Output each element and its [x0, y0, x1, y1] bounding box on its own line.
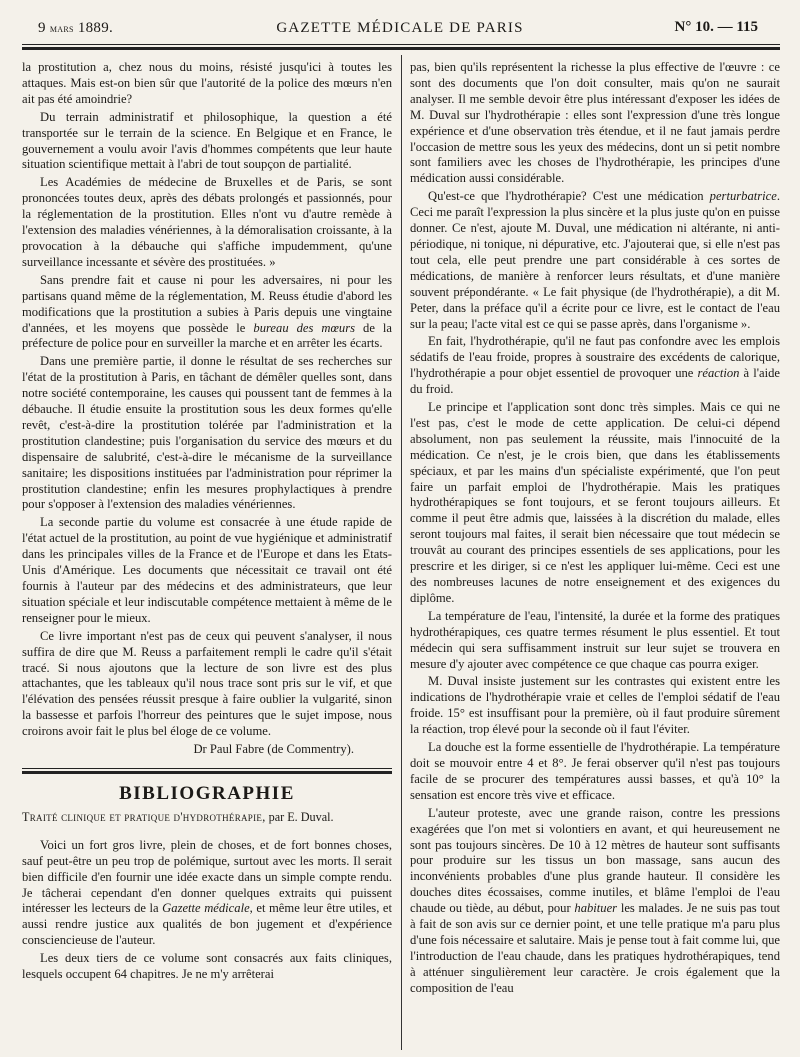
- italic-term: habituer: [574, 901, 618, 916]
- paragraph: La température de l'eau, l'intensité, la durée et la forme des pratiques hydrothérapiques, ces quatre termes résument le plus essentiel. Et tout médecin qui sera suffisamment instruit sur leur sujet se trouvera en mesure d'y ajouter avec compétence ce que chaque cas pourra exiger.: [410, 608, 780, 671]
- paragraph: Dans une première partie, il donne le résultat de ses recherches sur l'état de la prostitution à Paris, en tâchant de démêler quelles sont, dans notre société contemporaine, les causes qui poussent tant de femmes à la débauche. Il étudie ensuite la prostitution sous les deux formes qu'elle revêt, c'est-à-dire la prostitution tolérée par l'administration et la prostitution clandestine; puis l'organisation du service des mœurs et du dispensaire de salubrité, c'est-à-dire le mécanisme de la surveillance sanitaire; les dispositions instituées par l'administration pour réprimer la prostitution clandestine; enfin les mesures prophylactiques à prendre pour s'opposer à l'extension des maladies vénériennes.: [22, 354, 392, 512]
- italic-term: perturbatrice: [709, 189, 777, 204]
- date-year: 1889.: [77, 20, 114, 36]
- left-column: [22, 60, 392, 985]
- paragraph: L'auteur proteste, avec une grande raison, contre les pressions exagérées que l'on met si volontiers en avant, et qui heureusement ne sont pas toujours sincères. De 10 à 12 mètres de hauteur sont suffisants pour produire sur les tissus un bon massage, sans aucun des inconvénients probables d'une plus grande hauteur. Il considère les douches dites écossaises, comme inutiles, et blâme l'emploi de l'eau chaude ou tiède, au début, pour habituer les malades. Je ne suis pas tout à fait de son avis sur ce dernier point, et une telle pratique m'a paru plus d'une fois nécessaire et salutaire. Mais je pense tout à fait comme lui, que l'introduction de l'eau chaude, dans les pratiques hydrothérapiques, tend à atténuer singulièrement leur caractère. Je crois également que la composition de l'eau: [410, 805, 781, 995]
- italic-term: réaction: [697, 366, 740, 381]
- paragraph: Voici un fort gros livre, plein de choses, et de fort bonnes choses, sauf peut-être un peu trop de polémique, surtout avec les morts. Il serait bien difficile d'en fournir une idée exacte dans un simple compte rendu. Je tâcherai cependant d'en donner quelques extraits qui puissent intéresser les lecteurs de la Gazette médicale, et même leur être utiles, et aussi rendre justice aux qualités de bon jugement et d'expérience consciencieuse de l'auteur.: [22, 837, 392, 948]
- author-signature: Dr Paul Fabre (de Commentry).: [193, 742, 354, 757]
- paragraph: Sans prendre fait et cause ni pour les adversaires, ni pour les partisans quand même de la réglementation, M. Reuss étudie d'abord les modifications que la prostitution a subies à Paris depuis une vingtaine d'années, et les moyens que possède le bureau des mœurs de la préfecture de police pour en surveiller la marche et en arrêter les écarts.: [22, 272, 392, 351]
- issue-number: N° 10. — 115: [674, 19, 758, 35]
- paragraph: La douche est la forme essentielle de l'hydrothérapie. La température doit se mouvoir entre 4 et 8°. Je ferai observer qu'il n'est pas toujours facile de se procurer des températures aussi basses, et qu'à 10° la sensation est encore très vive et efficace.: [410, 740, 780, 802]
- paragraph: Ce livre important n'est pas de ceux qui peuvent s'analyser, il nous suffira de dire que M. Reuss a parfaitement rempli le cadre qu'il s'était tracé. Si nous ajoutons que la lecture de son livre est des plus attachantes, que les tableaux qu'il nous trace sont pris sur le vif, et que l'élévation des pensées réussit presque à faire oublier la vulgarité, sinon la bassesse et parfois l'horreur des peintures que le sujet impose, nous croirons avoir fait le plus bel éloge de ce volume.: [22, 628, 392, 739]
- journal-title: GAZETTE MÉDICALE DE PARIS: [276, 20, 524, 36]
- paragraph: Le principe et l'application sont donc très simples. Mais ce qui ne l'est pas, c'est le mode de cette application. De celui-ci dépend absolument, non pas seulement la réussite, mais l'innocuité de la médication. Ce n'est, je le crois bien, que dans les établissements spéciaux, et par les mains d'un spécialiste expérimenté, que l'on peut faire un parfait emploi de l'hydrothérapie. Mais les pratiques hydrothérapiques se font toujours, et se feront toujours ailleurs. Et comme il peut être admis que, laissées à la discrétion du malade, elles seront toujours mal faites, il serait bien nécessaire que tout médecin se trouvât au courant des principes essentiels de ses applications, pour les prescrire et les diriger, si ce n'est les appliquer lui-même. Ceci est une des nombreuses lacunes de notre enseignement et des exigences du diplôme.: [410, 400, 780, 605]
- header-rule-thin: [22, 44, 780, 45]
- book-heading: [22, 810, 392, 826]
- paragraph: Du terrain administratif et philosophique, la question a été transportée sur le terrain de la science. En Belgique et en France, le gouvernement a voulu avoir l'avis d'hommes compétents que leur haute situation scientifique mettait à l'abri de tout soupçon de partialité.: [22, 109, 392, 172]
- header-rule-thick: [22, 47, 780, 50]
- running-head: [0, 0, 800, 46]
- paragraph: En fait, l'hydrothérapie, qu'il ne faut pas confondre avec les emplois sédatifs de l'eau froide, propres à soustraire des excédents de calorique, l'hydrothérapie a pour objet essentiel de provoquer une réaction à l'aide du froid.: [410, 334, 780, 397]
- paragraph: pas, bien qu'ils représentent la richesse la plus effective de l'œuvre : ce sont des documents que l'on doit consulter, mais qu'on ne saurait analyser. Il me semble devoir être plus intéressant d'exposer les idées de M. Duval sur l'hydrothérapie : elles sont l'expression d'une très longue expérience et d'une observation très étendue, et il ne faut jamais perdre l'occasion de mettre sous les yeux des médecins, dont un si petit nombre sont familiers avec les choses de l'hydrothérapie, les principes d'une médication aussi considérable.: [410, 60, 780, 186]
- date-month: mars: [49, 21, 74, 35]
- date-day: 9: [38, 20, 46, 36]
- book-title: Traité clinique et pratique d'hydrothérapie,: [22, 809, 266, 824]
- italic-term: Gazette médicale: [162, 901, 250, 916]
- paragraph: Les Académies de médecine de Bruxelles et de Paris, se sont prononcées toutes deux, après des débats prolongés et passionnés, pour la réglementation de la prostitution. Elles n'ont vu d'autre remède à l'extension des maladies vénériennes, à la démoralisation croissante, à la provocation à la débauche qui s'affiche impudemment, qu'une surveillance incessante et sévère des prostituées. »: [22, 175, 392, 269]
- paragraph: La seconde partie du volume est consacrée à une étude rapide de l'état actuel de la prostitution, au point de vue hygiénique et administratif dans les principales villes de la France et de l'Europe et dans les Etats-Unis d'Amérique. Les documents que nécessitait ce travail ont été fournis à l'auteur par des médecins et des administrateurs, que leur situation spéciale et leur indiscutable compétence mettaient à même de le renseigner pour le mieux.: [22, 515, 392, 625]
- column-divider: [401, 55, 402, 1050]
- book-author: par E. Duval.: [265, 809, 334, 824]
- paragraph: la prostitution a, chez nous du moins, résisté jusqu'ici à toutes les attaques. Mais est-on bien sûr que l'autorité de la police des mœurs n'en ait pas été amoindrie?: [22, 60, 392, 106]
- right-column: [410, 60, 780, 999]
- paragraph: Les deux tiers de ce volume sont consacrés aux faits cliniques, lesquels occupent 64 chapitres. Je ne m'y arrêterai: [22, 951, 392, 982]
- section-rule: [22, 768, 392, 774]
- paragraph: Qu'est-ce que l'hydrothérapie? C'est une médication perturbatrice. Ceci me paraît l'expression la plus sincère et la plus juste qu'on en puisse donner. Ce n'est, ajoute M. Duval, une médication ni altérante, ni anti-périodique, ni tonique, ni dépurative, etc. J'ajouterai que, si elle n'est pas tout cela, elle peut prendre une part considérable à ces sortes de médications, de manière à renforcer leurs résultats, et d'une manière souvent prépondérante. « Le fait physique (de l'hydrothérapie), a dit M. Peter, dans la préface qu'il a écrite pour ce livre, est le contact de l'eau sur la peau; l'acte vital est ce qui se passe après, dans l'organisme ».: [410, 189, 780, 331]
- paragraph: M. Duval insiste justement sur les contrastes qui existent entre les indications de l'hydrothérapie vraie et celles de l'emploi sédatif de l'eau froide. 15° est insuffisant pour la première, où il faut produire sûrement la réaction, trop élevé pour la seconde où il faut l'éviter.: [410, 674, 780, 737]
- section-title: BIBLIOGRAPHIE: [119, 782, 295, 804]
- italic-term: bureau des mœurs: [253, 320, 356, 335]
